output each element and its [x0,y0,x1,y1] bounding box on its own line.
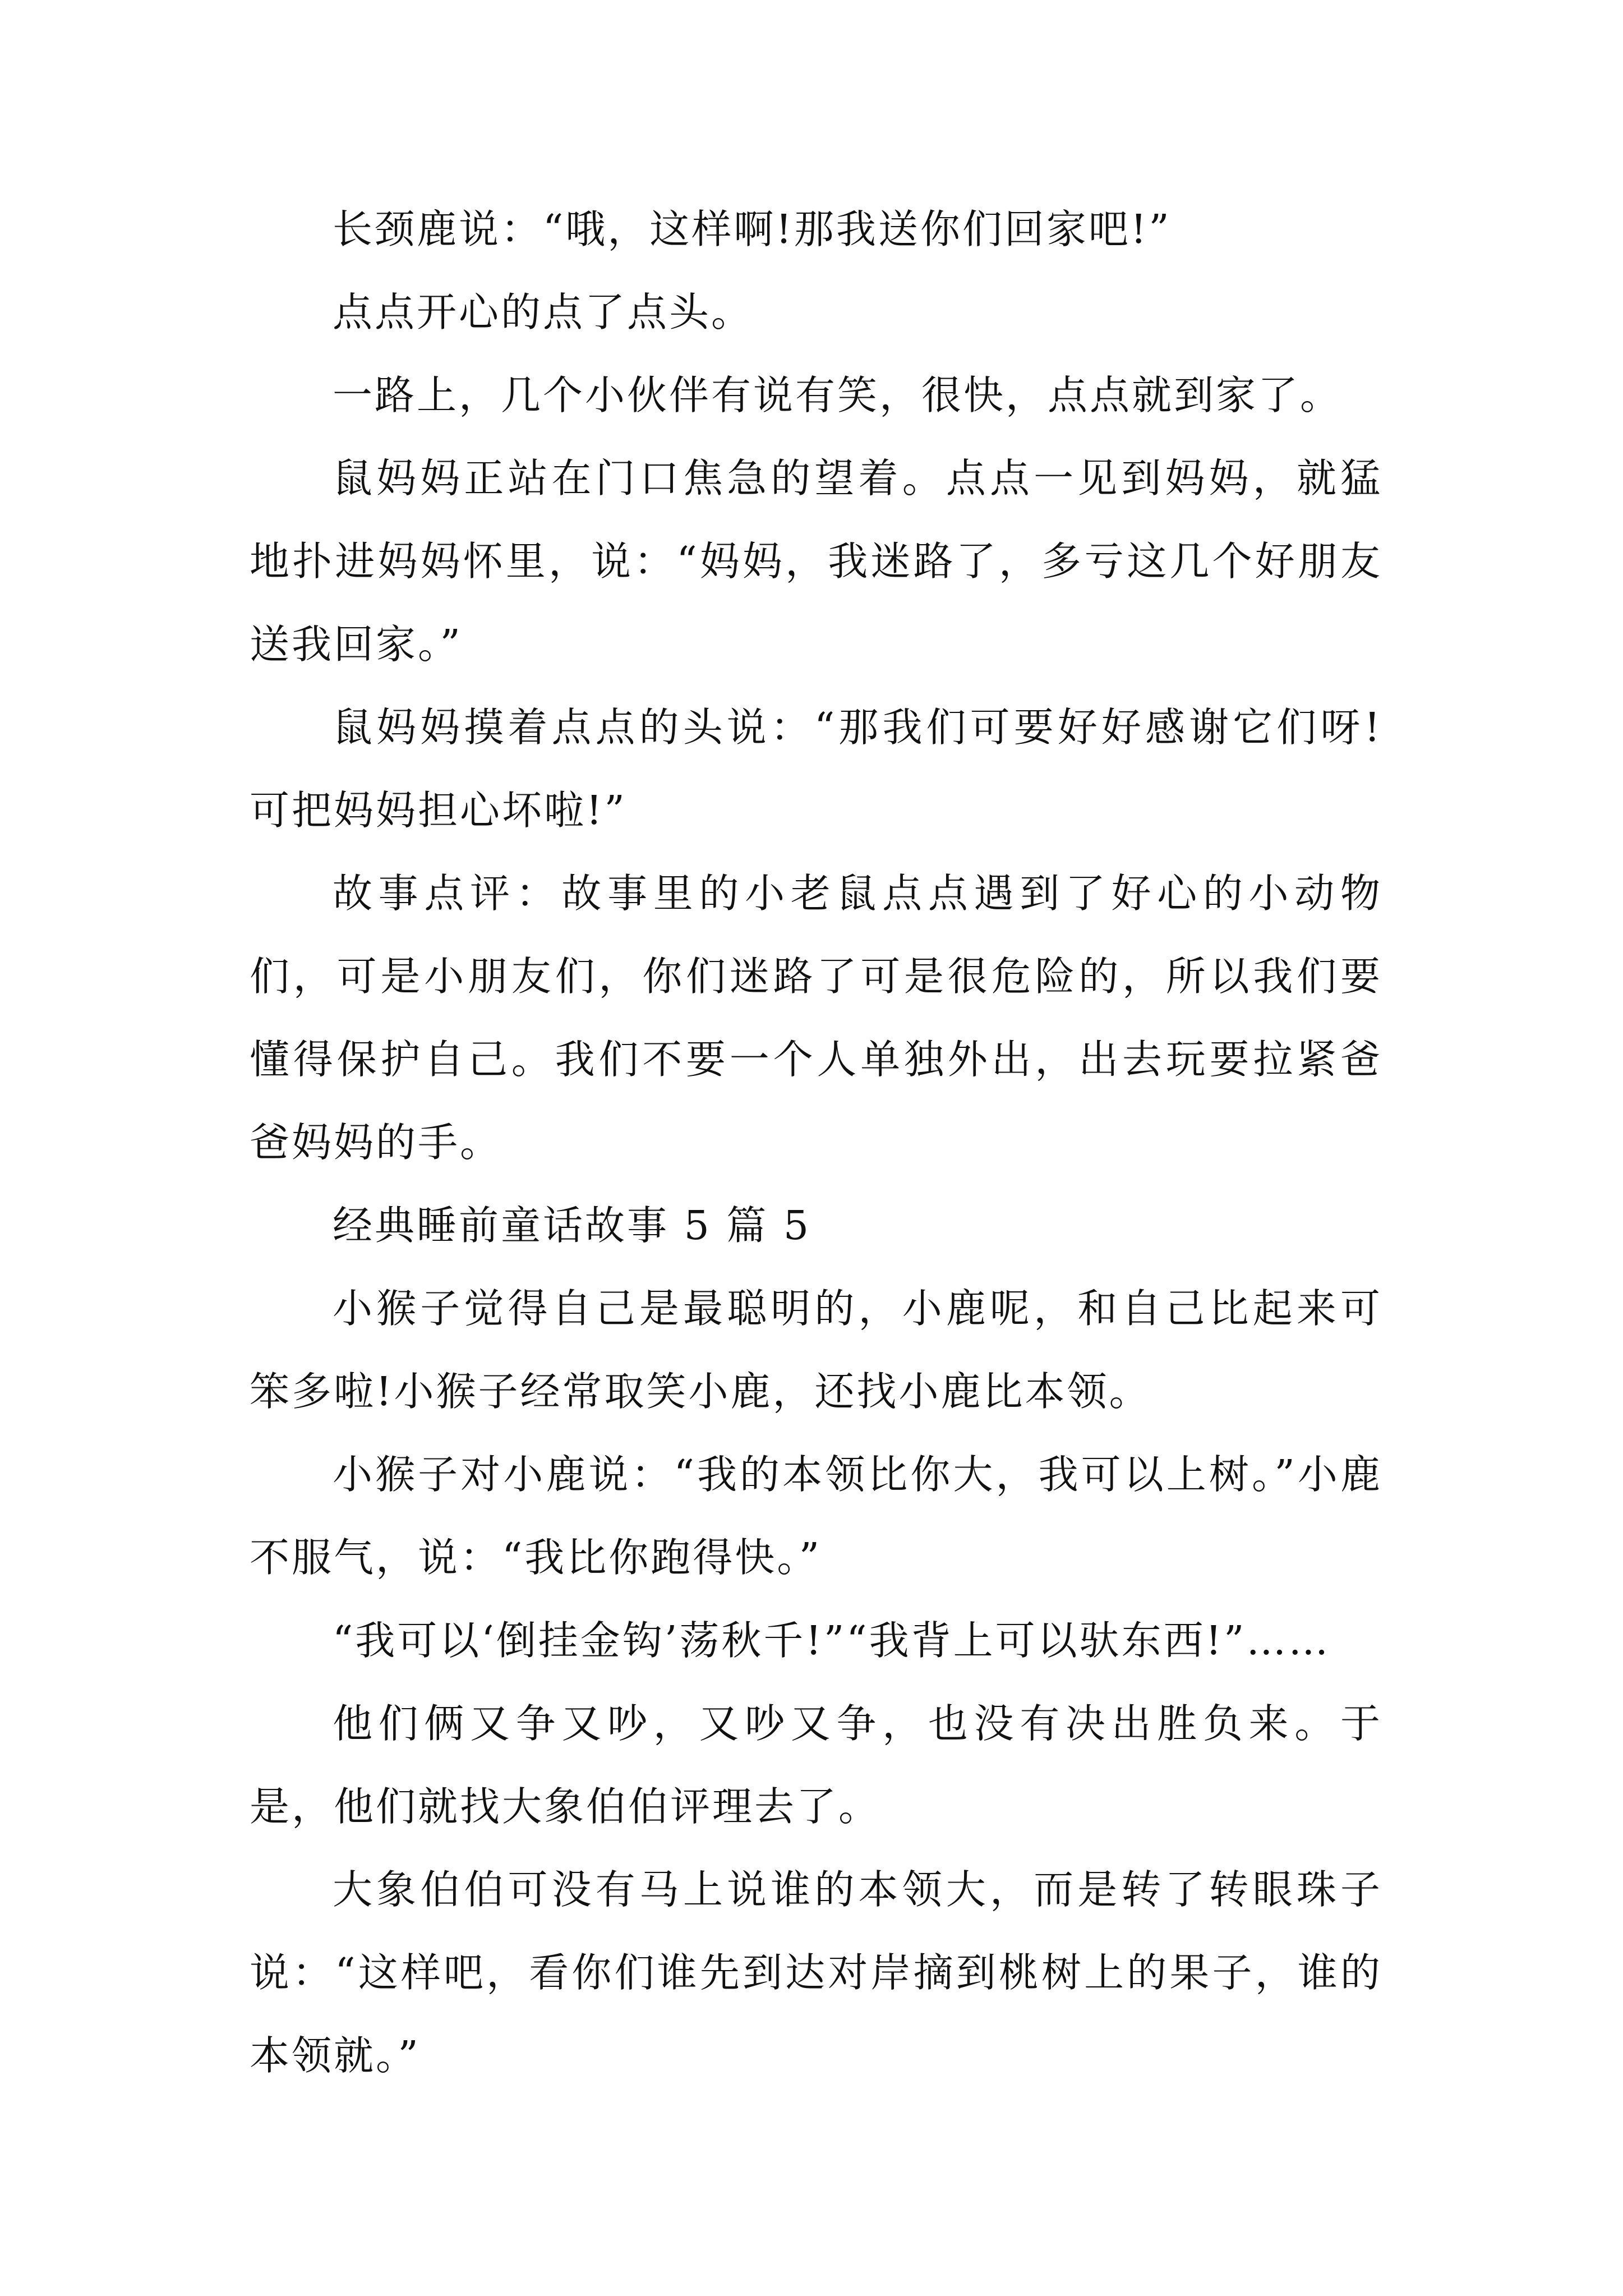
section-heading: 经典睡前童话故事 5 篇 5 [333,1202,811,1249]
paragraph: 鼠妈妈正站在门口焦急的望着。点点一见到妈妈，就猛地扑进妈妈怀里，说：“妈妈，我迷路了，多亏这几个好朋友送我回家。” [250,455,1382,668]
document-body [250,188,1382,2097]
paragraph: 一路上，几个小伙伴有说有笑，很快，点点就到家了。 [333,372,1343,418]
paragraph: 长颈鹿说：“哦，这样啊!那我送你们回家吧!” [333,206,1172,252]
paragraph: 鼠妈妈摸着点点的头说：“那我们可要好好感谢它们呀!可把妈妈担心坏啦!” [250,704,1382,834]
paragraph: 故事点评：故事里的小老鼠点点遇到了好心的小动物们，可是小朋友们，你们迷路了可是很危险的，所以我们要懂得保护自己。我们不要一个人单独外出，出去玩要拉紧爸爸妈妈的手。 [250,870,1382,1166]
paragraph: 小猴子对小鹿说：“我的本领比你大，我可以上树。”小鹿不服气，说：“我比你跑得快。” [250,1451,1382,1581]
paragraph: 他们俩又争又吵，又吵又争，也没有决出胜负来。于是，他们就找大象伯伯评理去了。 [250,1700,1382,1830]
paragraph: “我可以‘倒挂金钩’荡秋千!”“我背上可以驮东西!”…… [333,1617,1331,1664]
paragraph: 大象伯伯可没有马上说谁的本领大，而是转了转眼珠子说：“这样吧，看你们谁先到达对岸摘到桃树上的果子，谁的本领就。” [250,1866,1382,2079]
paragraph: 点点开心的点了点头。 [333,289,754,335]
paragraph: 小猴子觉得自己是最聪明的，小鹿呢，和自己比起来可笨多啦!小猴子经常取笑小鹿，还找小鹿比本领。 [250,1285,1382,1415]
